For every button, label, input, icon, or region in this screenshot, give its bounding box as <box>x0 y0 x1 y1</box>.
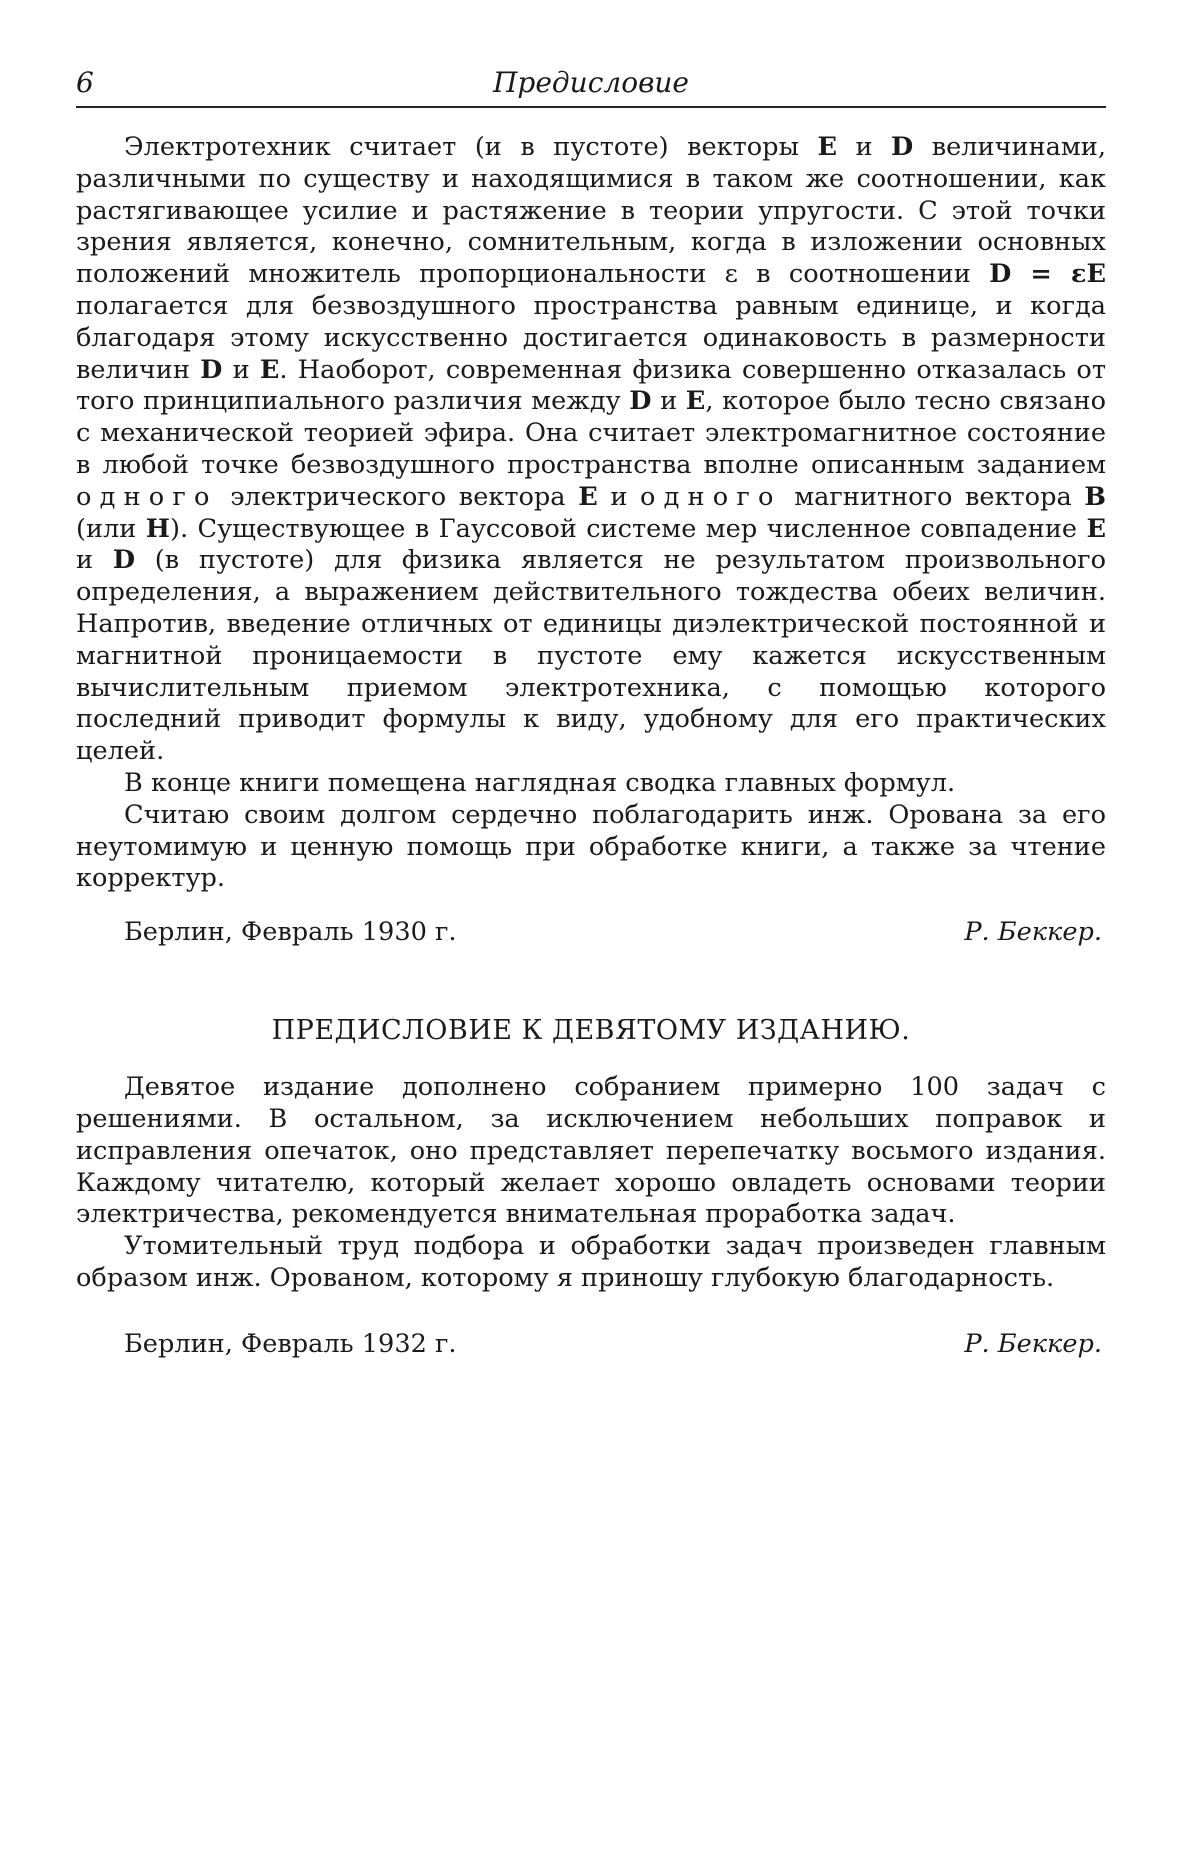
text-run: . Наоборот, современная физика совершенно отказалась от того принципиального различия между <box>76 354 1106 417</box>
spaced-word: одного <box>640 481 782 512</box>
text-run: и <box>651 386 686 417</box>
signature-author: Р. Беккер. <box>964 1328 1102 1359</box>
text-run: (в пустоте) для физика является не результатом произвольного определения, а выражением действительного тождества обеих величин. Напротив, введение отличных от единицы диэлектрической постоянной и магнитной проницаемости в пустоте ему кажется искусственным вычислительным приемом электротехника, с помощью которого последний приводит формулы к виду, удобному для его практических целей. <box>76 545 1106 767</box>
text-run: и <box>597 481 640 512</box>
page-header <box>76 62 1106 108</box>
page <box>76 62 1106 1359</box>
vector-symbol: B <box>1084 481 1106 512</box>
text-run: и <box>836 132 892 162</box>
vector-symbol: E <box>1086 513 1106 544</box>
text-run: полагается для безвоздушного пространства равным единице, и когда благодаря этому искусственно достигается одинаковость в размерности величин <box>76 290 1106 385</box>
section-heading: ПРЕДИСЛОВИЕ К ДЕВЯТОМУ ИЗДАНИЮ. <box>271 1015 911 1047</box>
signature <box>76 1329 1106 1359</box>
paragraph <box>76 132 1106 768</box>
text-run: магнитного вектора <box>781 481 1085 512</box>
text-run: величинами, различными по существу и находящимися в таком же соотношении, как растягивающее усилие и растяжение в теории упругости. С этой точки зрения является, конечно, сомнительным, когда в изложении основных положений множитель пропорциональности ε в соотношении <box>76 132 1106 290</box>
vector-symbol: D <box>629 386 652 417</box>
vector-symbol: E <box>259 354 280 385</box>
paragraph: Считаю своим долгом сердечно поблагодарить инж. Орована за его неутомимую и ценную помощь при обработке книги, а также за чтение корректур. <box>76 799 1106 894</box>
signature-place-date: Берлин, Февраль 1930 г. <box>124 917 457 948</box>
vector-symbol: D <box>112 545 136 576</box>
vector-symbol: E <box>685 386 706 417</box>
text-run: Электротехник считает (и в пустоте) векторы <box>124 132 818 162</box>
paragraph: Утомительный труд подбора и обработки задач произведен главным образом инж. Орованом, которому я приношу глубокую благодарность. <box>76 1231 1106 1293</box>
text-run: ). Существующее в Гауссовой системе мер численное совпадение <box>169 513 1087 544</box>
preface-text <box>76 132 1106 895</box>
signature-place-date: Берлин, Февраль 1932 г. <box>124 1328 457 1359</box>
formula: D = εE <box>989 259 1106 290</box>
signature-author: Р. Беккер. <box>964 917 1102 948</box>
paragraph: В конце книги помещена наглядная сводка главных формул. <box>124 767 956 798</box>
vector-symbol: H <box>145 513 170 544</box>
text-run: и <box>222 354 260 385</box>
text-run: электрического вектора <box>217 481 579 512</box>
vector-symbol: E <box>817 132 837 162</box>
ninth-edition-text <box>76 1072 1106 1295</box>
text-run: и <box>76 545 113 576</box>
vector-symbol: D <box>891 132 914 162</box>
vector-symbol: E <box>578 481 598 512</box>
signature <box>76 917 1106 947</box>
paragraph: Девятое издание дополнено собранием примерно 100 задач с решениями. В остальном, за исключением небольших поправок и исправления опечаток, оно представляет перепечатку восьмого издания. Каждому читателю, который желает хорошо овладеть основами теории электричества, рекомендуется внимательная проработка задач. <box>76 1072 1106 1230</box>
running-title: Предисловие <box>493 66 689 99</box>
spaced-word: одного <box>76 481 218 512</box>
text-run: , которое было тесно связано с механической теорией эфира. Она считает электромагнитное состояние в любой точке безвоздушного пространства вполне описанным заданием <box>76 386 1106 480</box>
vector-symbol: D <box>200 354 223 385</box>
text-run: (или <box>76 513 146 544</box>
page-number: 6 <box>76 66 94 99</box>
